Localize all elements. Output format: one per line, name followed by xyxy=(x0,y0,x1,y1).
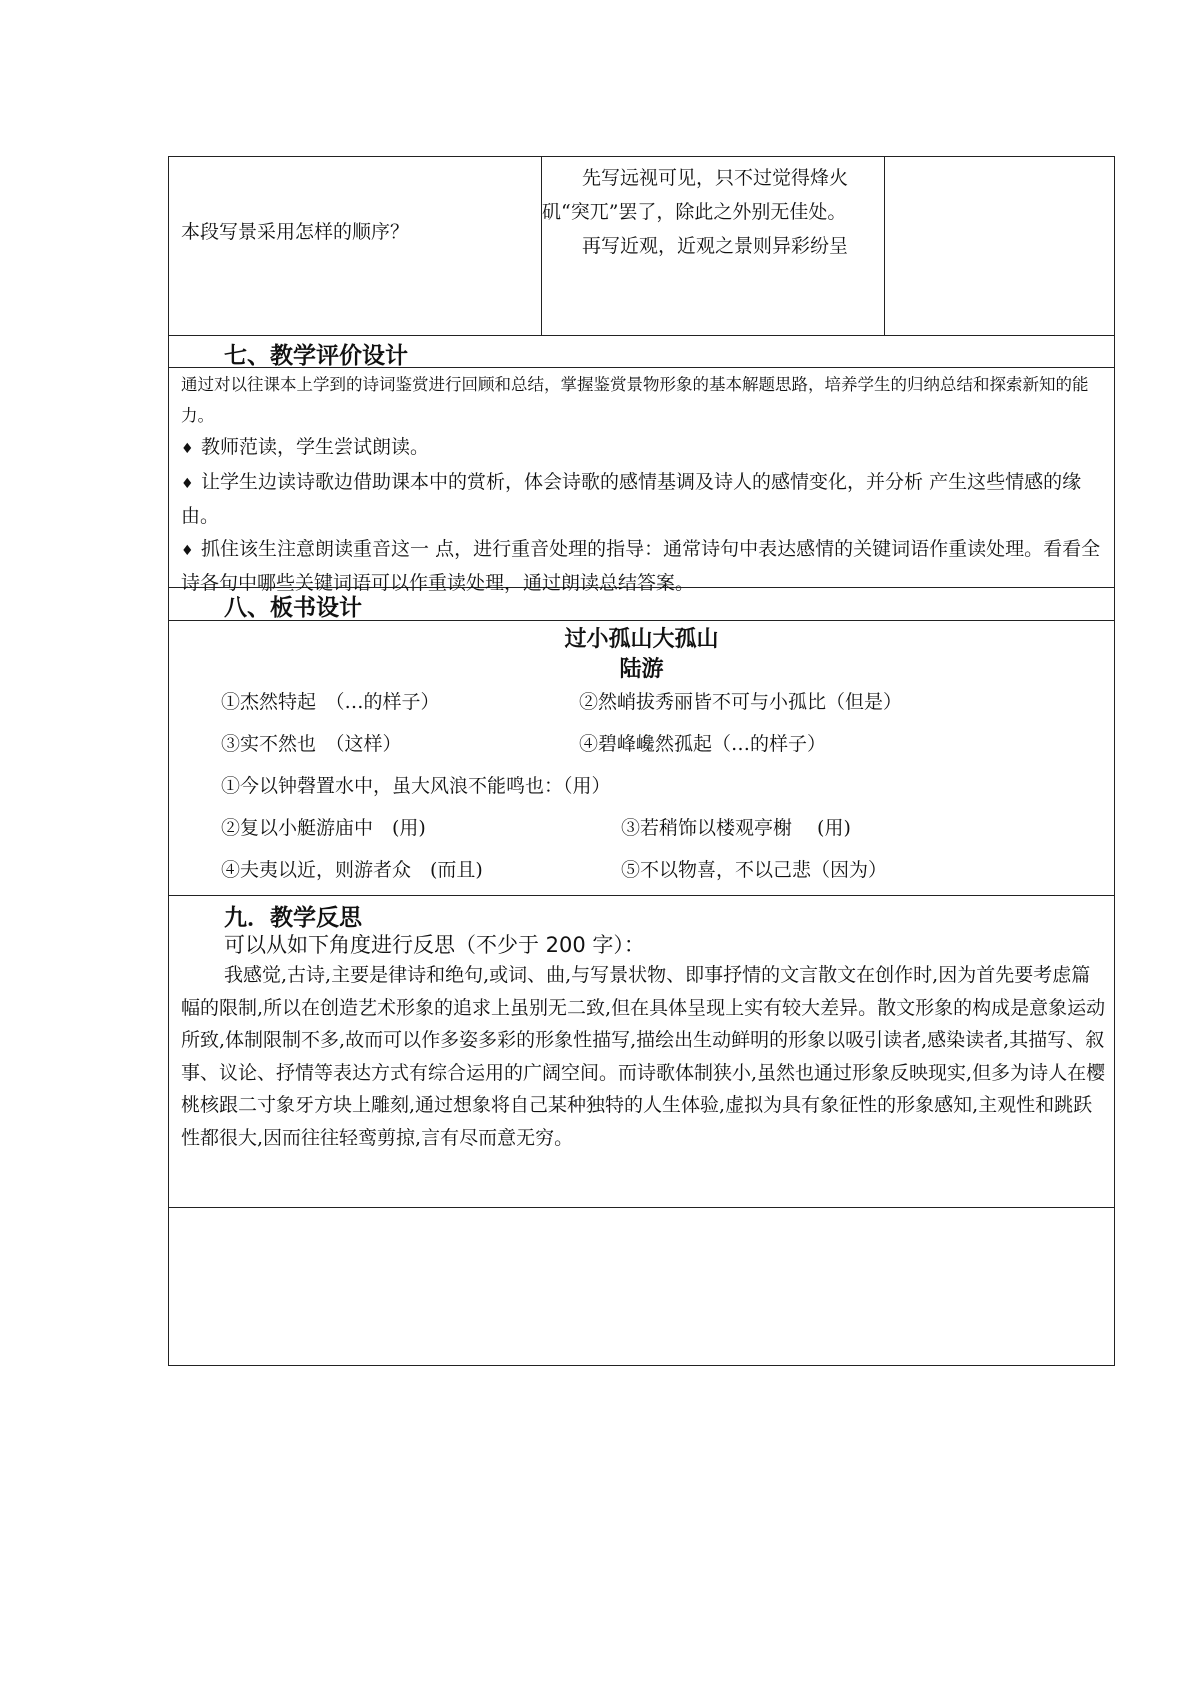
bullet-icon: ♦ xyxy=(181,441,194,457)
reflection-subtitle: 可以从如下角度进行反思（不少于 200 字）： xyxy=(224,933,645,957)
board-item: ③实不然也 （这样） xyxy=(221,733,402,755)
bullet-icon: ♦ xyxy=(181,542,194,559)
question-cell: 本段写景采用怎样的顺序？ xyxy=(181,221,410,243)
bullet-text: 让学生边读诗歌边借助课本中的赏析，体会诗歌的感情基调及诗人的感情变化，并分析 产生这些情感的缘由。 xyxy=(181,470,1082,527)
table-rule xyxy=(169,335,1114,336)
section-title-evaluation: 七、教学评价设计 xyxy=(224,343,408,369)
board-item: ①杰然特起 （…的样子） xyxy=(221,691,440,713)
column-divider xyxy=(884,157,885,335)
board-item: ④夫夷以近，则游者众 (而且) xyxy=(221,859,483,881)
bullet-text: 教师范读，学生尝试朗读。 xyxy=(201,436,430,458)
reflection-body: 我感觉,古诗,主要是律诗和绝句,或词、曲,与写景状物、即事抒情的文言散文在创作时,因为首先要考虑篇幅的限制,所以在创造艺术形象的追求上虽别无二致,但在具体呈现上实有较大差异。散文形象的构成是意象运动所致,体制限制不多,故而可以作多姿多彩的形象性描写,描绘出生动鲜明的形象以吸引读者,感染读者,其描写、叙事、议论、抒情等表达方式有综合运用的广阔空间。而诗歌体制狭小,虽然也通过形象反映现实,但多为诗人在樱桃核跟二寸象牙方块上雕刻,通过想象将自己某种独特的人生体验,虚拟为具有象征性的形象感知,主观性和跳跃性都很大,因而往往轻鸾剪掠,言有尽而意无穷。 xyxy=(181,964,1106,1149)
bullet-text: 抓住该生注意朗读重音这一 点，进行重音处理的指导：通常诗句中表达感情的关键词语作重读处理。看看全诗各句中哪些关键词语可以作重读处理，通过朗读总结答案。 xyxy=(181,537,1101,594)
poem-author: 陆游 xyxy=(619,657,664,682)
board-item: ②然峭拔秀丽皆不可与小孤比（但是） xyxy=(579,691,903,713)
evaluation-intro: 通过对以往课本上学到的诗词鉴赏进行回顾和总结，掌握鉴赏景物形象的基本解题思路，培养学生的归纳总结和探索新知的能力。 xyxy=(181,375,1089,425)
board-item: ②复以小艇游庙中 (用) xyxy=(221,817,426,839)
evaluation-bullet xyxy=(181,431,1106,466)
answer-line: 再写近观，近观之景则异彩纷呈 xyxy=(582,235,849,257)
board-item: ①今以钟磬置水中，虽大风浪不能鸣也：（用） xyxy=(221,775,611,797)
bullet-icon: ♦ xyxy=(181,475,194,492)
answer-line: 先写远视可见，只不过觉得烽火矶“突兀”罢了，除此之外别无佳处。 xyxy=(542,167,849,223)
answer-cell xyxy=(542,161,862,263)
table-rule xyxy=(169,895,1114,896)
section-title-board-design: 八、板书设计 xyxy=(224,595,362,621)
board-item: ③若稍饰以楼观亭榭 (用) xyxy=(621,817,851,839)
evaluation-bullet xyxy=(181,466,1106,533)
section-title-reflection: 九．教学反思 xyxy=(224,905,362,931)
evaluation-content xyxy=(181,369,1106,600)
lesson-plan-table xyxy=(168,156,1115,1366)
board-item: ④碧峰巉然孤起（…的样子） xyxy=(579,733,827,755)
board-item: ⑤不以物喜，不以己悲（因为） xyxy=(621,859,888,881)
poem-title: 过小孤山大孤山 xyxy=(564,627,719,652)
table-rule xyxy=(169,1207,1114,1208)
